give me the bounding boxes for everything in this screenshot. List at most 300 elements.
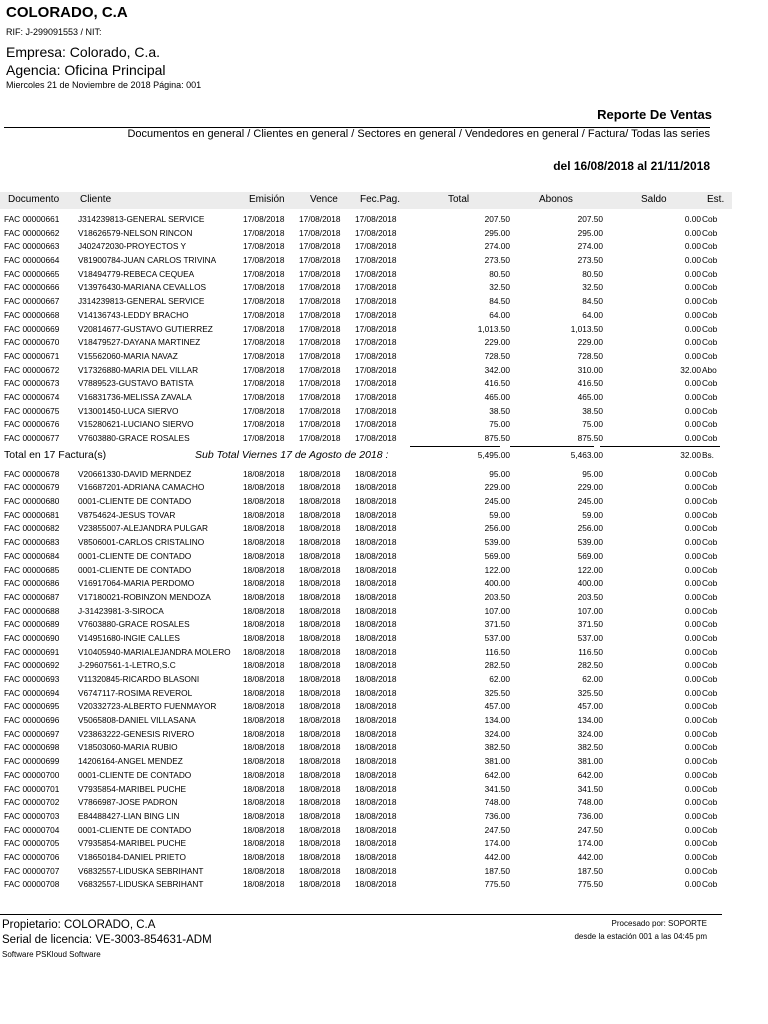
cell-cliente: V5065808-DANIEL VILLASANA (78, 715, 196, 726)
table-row (0, 240, 732, 254)
table-row (0, 309, 732, 323)
cell-cliente: V7603880-GRACE ROSALES (78, 433, 190, 443)
cell-fecpag: 18/08/2018 (355, 605, 397, 616)
cell-emision: 18/08/2018 (243, 797, 285, 808)
cell-emision: 18/08/2018 (243, 605, 285, 616)
cell-abonos: 273.50 (577, 255, 603, 266)
col-saldo: Saldo (641, 194, 667, 205)
cell-saldo: 0.00 (684, 605, 701, 616)
table-row (0, 295, 732, 309)
cell-saldo: 0.00 (684, 797, 701, 808)
cell-abonos: 537.00 (577, 632, 603, 643)
cell-cliente: V16917064-MARIA PERDOMO (78, 578, 195, 589)
cell-cliente: J402472030-PROYECTOS Y (78, 241, 187, 252)
cell-abonos: 207.50 (577, 214, 603, 224)
cell-documento: FAC 00000703 (4, 810, 60, 821)
cell-abonos: 247.50 (577, 824, 603, 835)
cell-estado: Cob (702, 591, 718, 602)
cell-emision: 18/08/2018 (243, 564, 285, 575)
cell-fecpag: 18/08/2018 (355, 838, 397, 849)
cell-abonos: 203.50 (577, 591, 603, 602)
cell-emision: 18/08/2018 (243, 550, 285, 561)
cell-documento: FAC 00000665 (4, 268, 60, 279)
table-row (0, 468, 732, 482)
cell-cliente: J-29607561-1-LETRO,S.C (78, 660, 176, 671)
cell-emision: 18/08/2018 (243, 687, 285, 698)
cell-estado: Cob (702, 783, 718, 794)
cell-emision: 18/08/2018 (243, 810, 285, 821)
cell-emision: 18/08/2018 (243, 496, 285, 507)
cell-abonos: 116.50 (578, 646, 603, 657)
cell-estado: Cob (702, 337, 718, 348)
cell-total: 229.00 (484, 337, 510, 348)
table-row (0, 254, 732, 268)
cell-emision: 18/08/2018 (243, 523, 285, 534)
cell-documento: FAC 00000674 (4, 391, 60, 402)
cell-saldo: 0.00 (684, 241, 701, 252)
cell-vence: 17/08/2018 (299, 227, 341, 238)
cell-emision: 18/08/2018 (243, 509, 285, 520)
cell-abonos: 324.00 (577, 728, 603, 739)
cell-emision: 18/08/2018 (243, 632, 285, 643)
cell-estado: Cob (702, 810, 718, 821)
cell-documento: FAC 00000686 (4, 578, 60, 589)
cell-fecpag: 17/08/2018 (355, 364, 397, 375)
table-row (0, 268, 732, 282)
cell-estado: Cob (702, 756, 718, 767)
cell-fecpag: 18/08/2018 (355, 769, 397, 780)
cell-documento: FAC 00000681 (4, 509, 60, 520)
cell-saldo: 0.00 (684, 728, 701, 739)
cell-documento: FAC 00000663 (4, 241, 60, 252)
cell-fecpag: 18/08/2018 (355, 715, 397, 726)
cell-vence: 18/08/2018 (299, 783, 341, 794)
table-row (0, 564, 732, 578)
table-row (0, 741, 732, 755)
cell-fecpag: 17/08/2018 (355, 323, 397, 334)
table-row (0, 714, 732, 728)
cell-vence: 17/08/2018 (299, 350, 341, 361)
table-header (0, 192, 732, 209)
cell-estado: Cob (702, 419, 718, 430)
table-row (0, 481, 732, 495)
cell-vence: 17/08/2018 (299, 323, 341, 334)
cell-saldo: 0.00 (684, 496, 701, 507)
cell-documento: FAC 00000677 (4, 433, 60, 443)
cell-emision: 18/08/2018 (243, 756, 285, 767)
owner-label: Propietario: COLORADO, C.A (2, 919, 156, 931)
cell-vence: 18/08/2018 (299, 674, 341, 684)
cell-cliente: J314239813-GENERAL SERVICE (78, 214, 205, 224)
cell-total: 134.00 (484, 715, 510, 726)
cell-estado: Cob (702, 350, 718, 361)
table-row (0, 509, 732, 523)
cell-abonos: 187.50 (577, 865, 603, 876)
report-period: del 16/08/2018 al 21/11/2018 (553, 159, 710, 173)
cell-fecpag: 18/08/2018 (355, 646, 397, 657)
cell-vence: 18/08/2018 (299, 578, 341, 589)
cell-fecpag: 18/08/2018 (355, 783, 397, 794)
cell-emision: 18/08/2018 (243, 701, 285, 712)
table-row (0, 227, 732, 241)
cell-abonos: 95.00 (582, 468, 603, 479)
cell-cliente: 14206164-ANGEL MENDEZ (78, 756, 183, 767)
cell-cliente: V6832557-LIDUSKA SEBRIHANT (78, 865, 204, 876)
cell-saldo: 0.00 (684, 537, 701, 548)
cell-fecpag: 17/08/2018 (355, 391, 397, 402)
cell-vence: 18/08/2018 (299, 509, 341, 520)
cell-fecpag: 17/08/2018 (355, 282, 397, 293)
cell-estado: Cob (702, 378, 718, 389)
cell-saldo: 0.00 (684, 591, 701, 602)
cell-abonos: 381.00 (577, 756, 603, 767)
cell-documento: FAC 00000679 (4, 482, 60, 493)
cell-estado: Cob (702, 619, 718, 630)
cell-saldo: 0.00 (684, 865, 701, 876)
cell-fecpag: 18/08/2018 (355, 482, 397, 493)
cell-abonos: 310.00 (577, 364, 603, 375)
cell-total: 273.50 (484, 255, 510, 266)
table-row (0, 605, 732, 619)
cell-vence: 18/08/2018 (299, 865, 341, 876)
cell-fecpag: 18/08/2018 (355, 742, 397, 753)
cell-emision: 18/08/2018 (243, 742, 285, 753)
cell-fecpag: 17/08/2018 (355, 419, 397, 430)
cell-vence: 18/08/2018 (299, 496, 341, 507)
table-row (0, 495, 732, 509)
software-label: Software PSKloud Software (2, 950, 101, 959)
table-row (0, 591, 732, 605)
cell-emision: 17/08/2018 (243, 405, 285, 416)
cell-fecpag: 18/08/2018 (355, 810, 397, 821)
cell-documento: FAC 00000705 (4, 838, 60, 849)
cell-estado: Cob (702, 433, 718, 443)
cell-estado: Cob (702, 838, 718, 849)
cell-estado: Cob (702, 687, 718, 698)
cell-total: 245.00 (484, 496, 510, 507)
cell-total: 728.50 (484, 350, 510, 361)
cell-documento: FAC 00000668 (4, 309, 60, 320)
cell-emision: 17/08/2018 (243, 227, 285, 238)
cell-abonos: 400.00 (577, 578, 603, 589)
cell-fecpag: 18/08/2018 (355, 564, 397, 575)
cell-abonos: 134.00 (577, 715, 603, 726)
cell-estado: Cob (702, 550, 718, 561)
subtotal-rule (600, 446, 720, 447)
cell-documento: FAC 00000708 (4, 879, 60, 890)
table-row (0, 536, 732, 550)
cell-fecpag: 17/08/2018 (355, 214, 397, 224)
cell-cliente: 0001-CLIENTE DE CONTADO (78, 564, 192, 575)
cell-fecpag: 18/08/2018 (355, 728, 397, 739)
cell-vence: 18/08/2018 (299, 646, 341, 657)
col-emision: Emisión (249, 194, 285, 205)
cell-abonos: 382.50 (577, 742, 603, 753)
cell-cliente: V16831736-MELISSA ZAVALA (78, 391, 192, 402)
cell-saldo: 0.00 (684, 214, 701, 224)
cell-fecpag: 17/08/2018 (355, 433, 397, 443)
date-page-line: Miercoles 21 de Noviembre de 2018 Página: 001 (6, 80, 202, 90)
col-fecpag: Fec.Pag. (360, 194, 401, 205)
cell-estado: Cob (702, 728, 718, 739)
table-row (0, 323, 732, 337)
cell-estado: Cob (702, 496, 718, 507)
cell-fecpag: 18/08/2018 (355, 865, 397, 876)
report-filters: Documentos en general / Clientes en general / Sectores en general / Vendedores en general / Factura/ Todas las series (127, 128, 710, 140)
cell-abonos: 80.50 (582, 268, 603, 279)
cell-total: 569.00 (484, 550, 510, 561)
cell-fecpag: 18/08/2018 (355, 701, 397, 712)
cell-cliente: V23855007-ALEJANDRA PULGAR (78, 523, 209, 534)
col-total: Total (448, 194, 470, 205)
cell-fecpag: 18/08/2018 (355, 578, 397, 589)
cell-abonos: 1,013.50 (570, 323, 603, 334)
cell-vence: 18/08/2018 (299, 701, 341, 712)
cell-total: 274.00 (484, 241, 510, 252)
cell-total: 382.50 (484, 742, 510, 753)
cell-vence: 17/08/2018 (299, 378, 341, 389)
table-row (0, 824, 732, 838)
cell-emision: 17/08/2018 (243, 364, 285, 375)
table-row (0, 687, 732, 701)
cell-total: 341.50 (484, 783, 510, 794)
cell-total: 381.00 (484, 756, 510, 767)
cell-total: 342.00 (484, 364, 510, 375)
cell-saldo: 0.00 (684, 632, 701, 643)
cell-cliente: V81900784-JUAN CARLOS TRIVINA (78, 255, 217, 266)
cell-saldo: 0.00 (684, 550, 701, 561)
cell-emision: 18/08/2018 (243, 851, 285, 862)
cell-fecpag: 18/08/2018 (355, 879, 397, 890)
cell-documento: FAC 00000669 (4, 323, 60, 334)
cell-documento: FAC 00000685 (4, 564, 60, 575)
cell-emision: 17/08/2018 (243, 323, 285, 334)
cell-cliente: V13976430-MARIANA CEVALLOS (78, 282, 207, 293)
cell-saldo: 0.00 (684, 838, 701, 849)
cell-cliente: V7889523-GUSTAVO BATISTA (78, 378, 194, 389)
table-row (0, 632, 732, 646)
cell-saldo: 0.00 (684, 419, 701, 430)
cell-cliente: V7603880-GRACE ROSALES (78, 619, 190, 630)
cell-saldo: 0.00 (684, 268, 701, 279)
cell-documento: FAC 00000694 (4, 687, 60, 698)
cell-abonos: 245.00 (577, 496, 603, 507)
cell-cliente: V10405940-MARIALEJANDRA MOLERO (78, 646, 231, 657)
cell-saldo: 0.00 (684, 687, 701, 698)
cell-estado: Cob (702, 674, 718, 684)
cell-emision: 18/08/2018 (243, 715, 285, 726)
table-row (0, 618, 732, 632)
cell-saldo: 0.00 (684, 619, 701, 630)
cell-estado: Cob (702, 646, 718, 657)
cell-vence: 17/08/2018 (299, 214, 341, 224)
cell-abonos: 442.00 (577, 851, 603, 862)
cell-estado: Cob (702, 296, 718, 307)
invoice-table-body (0, 213, 732, 892)
cell-cliente: V20814677-GUSTAVO GUTIERREZ (78, 323, 213, 334)
rif-line: RIF: J-299091553 / NIT: (6, 27, 102, 37)
cell-total: 207.50 (484, 214, 510, 224)
cell-estado: Cob (702, 214, 718, 224)
cell-documento: FAC 00000702 (4, 797, 60, 808)
cell-documento: FAC 00000662 (4, 227, 60, 238)
cell-cliente: V18503060-MARIA RUBIO (78, 742, 178, 753)
table-row (0, 350, 732, 364)
cell-estado: Cob (702, 537, 718, 548)
cell-cliente: V20661330-DAVID MERNDEZ (78, 468, 192, 479)
cell-saldo: 0.00 (684, 309, 701, 320)
cell-estado: Cob (702, 468, 718, 479)
cell-saldo: 0.00 (684, 255, 701, 266)
cell-cliente: V8506001-CARLOS CRISTALINO (78, 537, 205, 548)
table-row (0, 755, 732, 769)
col-abonos: Abonos (539, 194, 573, 205)
cell-emision: 18/08/2018 (243, 824, 285, 835)
cell-fecpag: 18/08/2018 (355, 632, 397, 643)
cell-vence: 17/08/2018 (299, 309, 341, 320)
cell-fecpag: 18/08/2018 (355, 756, 397, 767)
cell-fecpag: 18/08/2018 (355, 591, 397, 602)
cell-documento: FAC 00000688 (4, 605, 60, 616)
cell-vence: 18/08/2018 (299, 851, 341, 862)
cell-emision: 17/08/2018 (243, 391, 285, 402)
cell-abonos: 38.50 (582, 405, 603, 416)
cell-estado: Abo (702, 364, 717, 375)
company-name: COLORADO, C.A (6, 4, 128, 21)
cell-vence: 18/08/2018 (299, 632, 341, 643)
cell-emision: 18/08/2018 (243, 838, 285, 849)
cell-estado: Cob (702, 578, 718, 589)
cell-abonos: 122.00 (577, 564, 603, 575)
cell-cliente: V18650184-DANIEL PRIETO (78, 851, 186, 862)
table-row (0, 213, 732, 227)
col-vence: Vence (310, 194, 338, 205)
cell-total: 400.00 (484, 578, 510, 589)
cell-total: 229.00 (484, 482, 510, 493)
cell-vence: 17/08/2018 (299, 296, 341, 307)
cell-fecpag: 18/08/2018 (355, 509, 397, 520)
cell-total: 187.50 (484, 865, 510, 876)
cell-vence: 17/08/2018 (299, 405, 341, 416)
cell-vence: 18/08/2018 (299, 605, 341, 616)
table-row (0, 405, 732, 419)
cell-saldo: 0.00 (684, 701, 701, 712)
cell-saldo: 0.00 (684, 523, 701, 534)
cell-emision: 18/08/2018 (243, 783, 285, 794)
cell-cliente: 0001-CLIENTE DE CONTADO (78, 550, 192, 561)
cell-saldo: 0.00 (684, 578, 701, 589)
empresa-label: Empresa: Colorado, C.a. (6, 44, 161, 60)
cell-documento: FAC 00000671 (4, 350, 60, 361)
cell-documento: FAC 00000706 (4, 851, 60, 862)
cell-total: 64.00 (489, 309, 510, 320)
cell-fecpag: 17/08/2018 (355, 255, 397, 266)
cell-vence: 18/08/2018 (299, 687, 341, 698)
cell-estado: Cob (702, 605, 718, 616)
cell-vence: 18/08/2018 (299, 591, 341, 602)
cell-documento: FAC 00000698 (4, 742, 60, 753)
table-row (0, 659, 732, 673)
subtotal-rule (410, 446, 500, 447)
cell-vence: 18/08/2018 (299, 769, 341, 780)
cell-total: 748.00 (484, 797, 510, 808)
cell-emision: 17/08/2018 (243, 296, 285, 307)
table-row (0, 700, 732, 714)
subtotal-count: Total en 17 Factura(s) (4, 448, 107, 461)
cell-vence: 18/08/2018 (299, 550, 341, 561)
cell-documento: FAC 00000696 (4, 715, 60, 726)
cell-total: 95.00 (489, 468, 510, 479)
cell-documento: FAC 00000692 (4, 660, 60, 671)
cell-cliente: V18626579-NELSON RINCON (78, 227, 193, 238)
cell-cliente: J314239813-GENERAL SERVICE (78, 296, 205, 307)
cell-emision: 18/08/2018 (243, 674, 285, 684)
cell-fecpag: 17/08/2018 (355, 350, 397, 361)
cell-fecpag: 17/08/2018 (355, 241, 397, 252)
cell-total: 325.50 (484, 687, 510, 698)
cell-total: 775.50 (484, 879, 510, 890)
table-row (0, 418, 732, 432)
cell-emision: 18/08/2018 (243, 468, 285, 479)
cell-cliente: V11320845-RICARDO BLASONI (78, 674, 200, 684)
cell-estado: Cob (702, 797, 718, 808)
table-row (0, 646, 732, 660)
cell-documento: FAC 00000666 (4, 282, 60, 293)
cell-estado: Cob (702, 879, 718, 890)
cell-cliente: V14136743-LEDDY BRACHO (78, 309, 189, 320)
cell-abonos: 341.50 (577, 783, 603, 794)
cell-emision: 18/08/2018 (243, 646, 285, 657)
cell-fecpag: 18/08/2018 (355, 674, 397, 684)
cell-vence: 18/08/2018 (299, 715, 341, 726)
cell-estado: Cob (702, 523, 718, 534)
cell-abonos: 274.00 (577, 241, 603, 252)
cell-emision: 18/08/2018 (243, 660, 285, 671)
cell-cliente: 0001-CLIENTE DE CONTADO (78, 496, 192, 507)
cell-documento: FAC 00000693 (4, 674, 60, 684)
cell-documento: FAC 00000676 (4, 419, 60, 430)
cell-abonos: 728.50 (577, 350, 603, 361)
cell-saldo: 0.00 (684, 378, 701, 389)
cell-saldo: 0.00 (684, 482, 701, 493)
cell-total: 203.50 (484, 591, 510, 602)
cell-vence: 17/08/2018 (299, 337, 341, 348)
cell-saldo: 0.00 (684, 564, 701, 575)
cell-cliente: V15562060-MARIA NAVAZ (78, 350, 178, 361)
table-row (0, 336, 732, 350)
cell-saldo: 0.00 (684, 769, 701, 780)
cell-estado: Cob (702, 482, 718, 493)
subtotal-row (0, 446, 732, 468)
cell-fecpag: 17/08/2018 (355, 227, 397, 238)
cell-total: 174.00 (484, 838, 510, 849)
cell-abonos: 457.00 (577, 701, 603, 712)
cell-abonos: 229.00 (577, 337, 603, 348)
cell-total: 59.00 (489, 509, 510, 520)
cell-estado: Cob (702, 323, 718, 334)
cell-saldo: 0.00 (684, 350, 701, 361)
table-row (0, 377, 732, 391)
license-serial: Serial de licencia: VE-3003-854631-ADM (2, 934, 212, 946)
cell-estado: Cob (702, 227, 718, 238)
cell-documento: FAC 00000689 (4, 619, 60, 630)
cell-estado: Cob (702, 309, 718, 320)
cell-documento: FAC 00000673 (4, 378, 60, 389)
cell-abonos: 371.50 (577, 619, 603, 630)
cell-saldo: 0.00 (684, 879, 701, 890)
table-row (0, 673, 732, 687)
cell-fecpag: 18/08/2018 (355, 824, 397, 835)
